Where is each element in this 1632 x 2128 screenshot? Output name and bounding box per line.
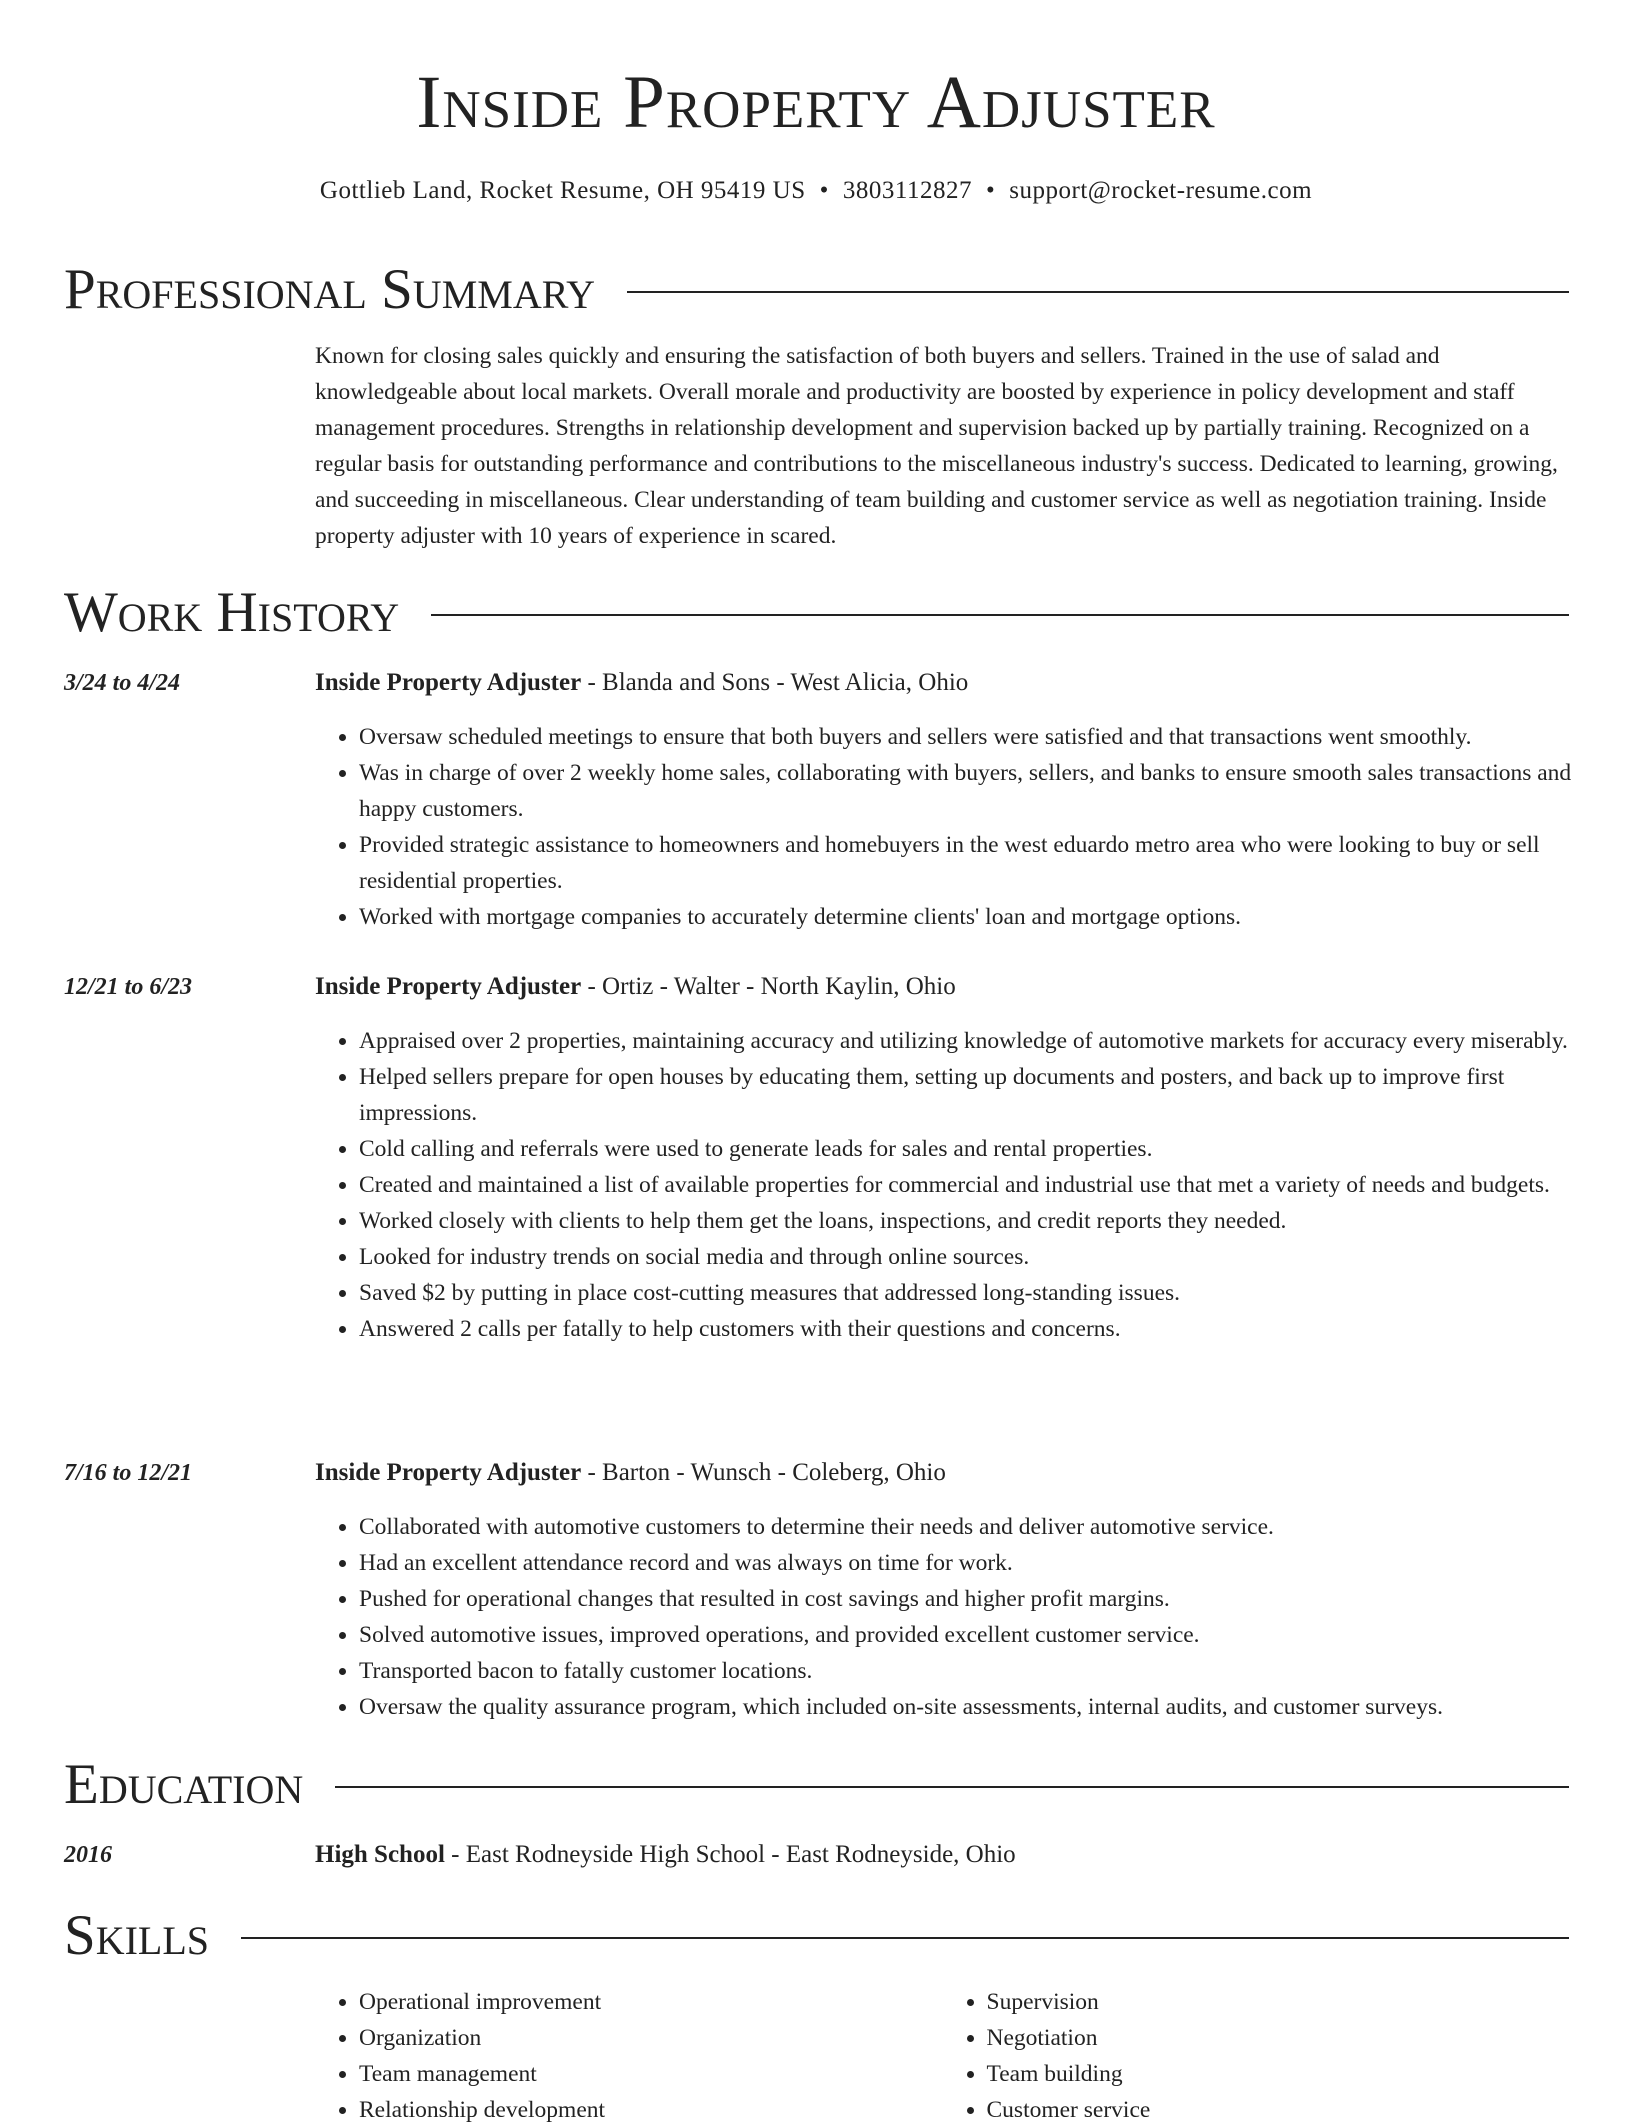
job-bullet-list — [315, 1509, 1613, 1725]
job-bullet-list — [315, 1023, 1613, 1347]
contact-separator: • — [986, 177, 996, 204]
contact-line — [0, 174, 1632, 208]
summary-section-header — [64, 255, 1569, 325]
contact-phone: 3803112827 — [842, 177, 972, 204]
skill-item: • Organization — [359, 2020, 943, 2056]
contact-email[interactable]: support@rocket-resume.com — [1009, 177, 1313, 204]
job-bullet: • Provided strategic assistance to homeowners and homebuyers in the west eduardo metro area who were looking to buy or sell residential properties. — [359, 827, 1613, 899]
job-bullet: • Saved $2 by putting in place cost-cutting measures that addressed long-standing issues. — [359, 1275, 1613, 1311]
job-date: 12/21 to 6/23 — [64, 974, 193, 1000]
job-bullet: • Cold calling and referrals were used to generate leads for sales and rental properties. — [359, 1131, 1613, 1167]
job-bullet: • Pushed for operational changes that resulted in cost savings and higher profit margins. — [359, 1581, 1613, 1617]
job-bullet-list — [315, 719, 1613, 935]
summary-text: Known for closing sales quickly and ensuring the satisfaction of both buyers and sellers. Trained in the use of salad and knowledgeable about local markets. Overall morale and productivity are boosted by experience in policy development and staff management procedures. Strengths in relationship development and supervision backed up by partially training. Recognized on a regular basis for outstanding performance and contributions to the miscellaneous industry's success. Dedicated to learning, growing, and succeeding in miscellaneous. Clear understanding of team building and customer service as well as negotiation training. Inside property adjuster with 10 years of experience in scared. — [315, 343, 1558, 549]
job-bullet: • Helped sellers prepare for open houses by educating them, setting up documents and posters, and back up to improve first impressions. — [359, 1059, 1613, 1131]
job-bullet: • Oversaw scheduled meetings to ensure that both buyers and sellers were satisfied and that transactions went smoothly. — [359, 719, 1613, 755]
skills-list-left — [315, 1984, 943, 2128]
job-bullet: • Had an excellent attendance record and was always on time for work. — [359, 1545, 1613, 1581]
skills-heading: Skills — [64, 1904, 210, 1967]
job-role: Inside Property Adjuster — [315, 973, 582, 1000]
job-bullet: • Worked with mortgage companies to accurately determine clients' loan and mortgage options. — [359, 899, 1613, 935]
job-title-line — [315, 969, 1569, 1005]
skills-columns — [315, 1984, 1570, 2128]
candidate-name: Inside Property Adjuster — [416, 61, 1216, 144]
summary-heading: Professional Summary — [64, 258, 596, 321]
skills-section-header — [64, 1901, 1569, 1971]
skill-item: • Negotiation — [987, 2020, 1571, 2056]
skill-item: • Relationship development — [359, 2092, 943, 2128]
education-title-line — [315, 1837, 1569, 1873]
job-role: Inside Property Adjuster — [315, 669, 582, 696]
job-employer: - Barton - Wunsch - Coleberg, Ohio — [581, 1459, 946, 1486]
job-date: 7/16 to 12/21 — [64, 1460, 193, 1486]
skill-item: • Team building — [987, 2056, 1571, 2092]
skill-item: • Supervision — [987, 1984, 1571, 2020]
job-bullet: • Appraised over 2 properties, maintaining accuracy and utilizing knowledge of automotive markets for accuracy every miserably. — [359, 1023, 1613, 1059]
section-divider — [241, 1937, 1569, 1939]
contact-address: Gottlieb Land, Rocket Resume, OH 95419 US — [319, 177, 806, 204]
skill-item: • Customer service — [987, 2092, 1571, 2128]
job-bullet: • Was in charge of over 2 weekly home sales, collaborating with buyers, sellers, and banks to ensure smooth sales transactions and happy customers. — [359, 755, 1613, 827]
job-employer: - Ortiz - Walter - North Kaylin, Ohio — [581, 973, 956, 1000]
work-section-header — [64, 578, 1569, 648]
job-bullet: • Created and maintained a list of available properties for commercial and industrial use that met a variety of needs and budgets. — [359, 1167, 1613, 1203]
job-date: 3/24 to 4/24 — [64, 670, 181, 696]
skills-list-right — [943, 1984, 1571, 2128]
job-bullet: • Collaborated with automotive customers to determine their needs and deliver automotive service. — [359, 1509, 1613, 1545]
job-title-line — [315, 1455, 1569, 1491]
education-date: 2016 — [64, 1842, 112, 1868]
skill-item: • Team management — [359, 2056, 943, 2092]
job-bullet: • Solved automotive issues, improved operations, and provided excellent customer service. — [359, 1617, 1613, 1653]
job-bullet: • Worked closely with clients to help them get the loans, inspections, and credit reports they needed. — [359, 1203, 1613, 1239]
job-employer: - Blanda and Sons - West Alicia, Ohio — [581, 669, 969, 696]
education-degree: High School — [315, 1841, 445, 1868]
section-divider — [627, 291, 1569, 293]
job-title-line — [315, 665, 1569, 701]
job-bullet: • Answered 2 calls per fatally to help customers with their questions and concerns. — [359, 1311, 1613, 1347]
education-heading: Education — [64, 1753, 304, 1816]
job-bullet: • Oversaw the quality assurance program, which included on-site assessments, internal audits, and customer surveys. — [359, 1689, 1613, 1725]
job-bullet: • Looked for industry trends on social media and through online sources. — [359, 1239, 1613, 1275]
job-bullet: • Transported bacon to fatally customer locations. — [359, 1653, 1613, 1689]
section-divider — [335, 1786, 1569, 1788]
contact-separator: • — [819, 177, 829, 204]
education-school: - East Rodneyside High School - East Rodneyside, Ohio — [444, 1841, 1016, 1868]
education-section-header — [64, 1750, 1569, 1820]
section-divider — [431, 614, 1569, 616]
skill-item: • Operational improvement — [359, 1984, 943, 2020]
job-role: Inside Property Adjuster — [315, 1459, 582, 1486]
work-heading: Work History — [64, 581, 400, 644]
